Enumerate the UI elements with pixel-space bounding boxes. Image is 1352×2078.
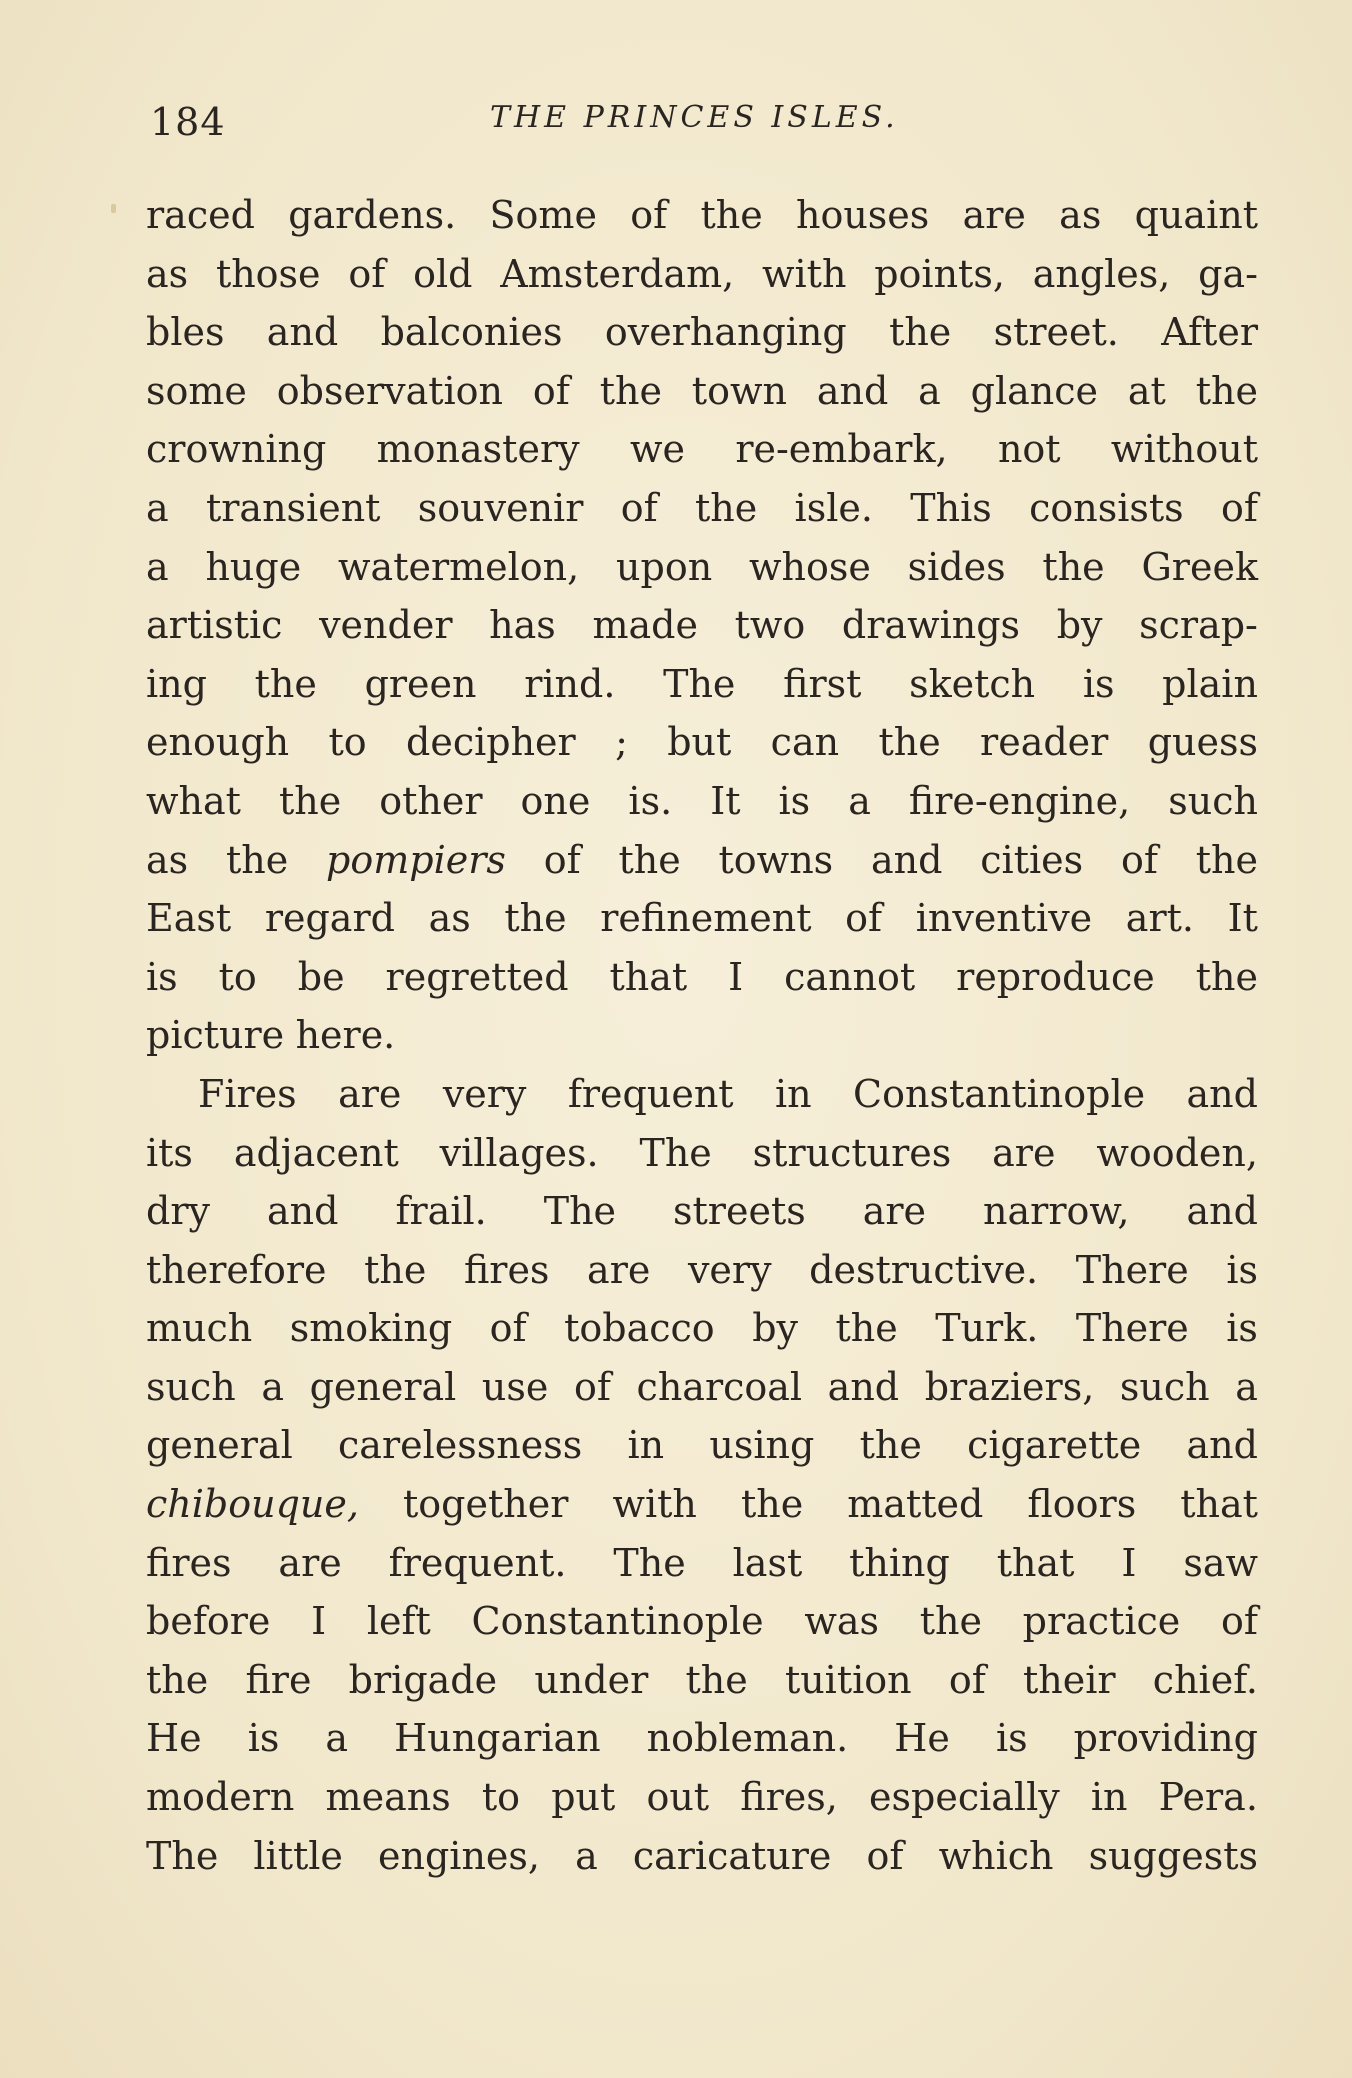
text-line: a transient souvenir of the isle. This consists of [146,485,1258,530]
text-line: The little engines, a caricature of which suggests [146,1833,1258,1878]
text-line: chibouque, together with the matted floors that [146,1482,1258,1527]
text-line: artistic vender has made two drawings by scrap- [146,603,1258,648]
text-line: some observation of the town and a glance at the [146,368,1258,413]
text-line: its adjacent villages. The structures are wooden, [146,1130,1258,1175]
text-line: Fires are very frequent in Constantinople and [198,1071,1258,1116]
running-head [150,92,1250,152]
text-line: the fire brigade under the tuition of their chief. [146,1657,1258,1702]
text-line: is to be regretted that I cannot reproduce the [146,954,1258,999]
text-line: He is a Hungarian nobleman. He is providing [146,1716,1258,1761]
text-line: East regard as the refinement of inventive art. It [146,896,1258,941]
body-text [146,186,1258,1885]
text-line: dry and frail. The streets are narrow, and [146,1189,1258,1234]
page-number: 184 [150,100,226,144]
text-line: bles and balconies overhanging the street. After [146,310,1258,355]
text-line: much smoking of tobacco by the Turk. There is [146,1306,1258,1351]
margin-mark [111,204,116,213]
text-line: picture here. [146,1013,396,1058]
text-line: a huge watermelon, upon whose sides the Greek [146,544,1258,589]
running-title: THE PRINCES ISLES. [490,100,899,135]
text-line: crowning monastery we re-embark, not without [146,427,1258,472]
text-line: such a general use of charcoal and braziers, such a [146,1364,1258,1409]
text-line: as those of old Amsterdam, with points, angles, ga- [146,251,1258,296]
text-line: enough to decipher ; but can the reader guess [146,720,1258,765]
text-line: fires are frequent. The last thing that I saw [146,1540,1258,1585]
text-line: what the other one is. It is a fire-engine, such [146,778,1258,823]
text-line: as the pompiers of the towns and cities of the [146,837,1258,882]
text-line: raced gardens. Some of the houses are as quaint [146,193,1258,237]
text-line: general carelessness in using the cigarette and [146,1423,1258,1468]
text-line: ing the green rind. The first sketch is plain [146,661,1258,706]
text-line: modern means to put out fires, especially in Pera. [146,1775,1258,1820]
text-line: before I left Constantinople was the practice of [146,1599,1258,1644]
text-line: therefore the fires are very destructive. There is [146,1247,1258,1292]
